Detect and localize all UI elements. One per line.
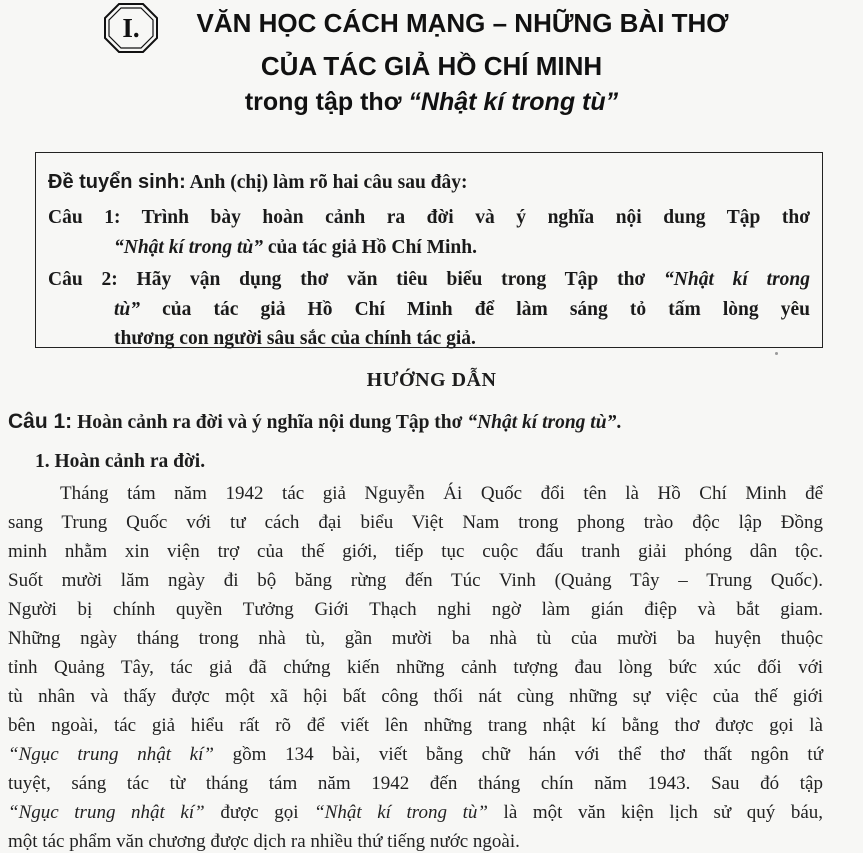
question-1-line2: “Nhật kí trong tù” của tác giả Hồ Chí Minh. xyxy=(114,237,477,258)
question-2-line3: thương con người sâu sắc của chính tác giả. xyxy=(114,328,476,349)
body-line: Suốt mười lăm ngày đi bộ băng rừng đến Túc Vinh (Quảng Tây – Trung Quốc). xyxy=(8,570,823,591)
body-line: tỉnh Quảng Tây, tác giả đã chứng kiến những cảnh tượng đau lòng bức xúc đối với xyxy=(8,657,823,678)
guide-heading: HƯỚNG DẪN xyxy=(366,369,497,391)
page-title-line1: VĂN HỌC CÁCH MẠNG – NHỮNG BÀI THƠ xyxy=(196,8,729,38)
body-line: tù nhân và thấy được một xã hội bất công thối nát cùng những sự việc của thế giới xyxy=(8,686,823,707)
page-title-line2: CỦA TÁC GIẢ HỒ CHÍ MINH xyxy=(260,51,603,81)
question-2-line1: Câu 2: Hãy vận dụng thơ văn tiêu biểu trong Tập thơ “Nhật kí trong xyxy=(48,269,810,290)
answer-1-heading: Câu 1: Hoàn cảnh ra đời và ý nghĩa nội dung Tập thơ “Nhật kí trong tù”. xyxy=(8,410,622,433)
body-line: minh nhằm xin viện trợ của thế giới, tiếp tục cuộc đấu tranh giải phóng dân tộc. xyxy=(8,541,823,562)
body-line: “Ngục trung nhật kí” được gọi “Nhật kí trong tù” là một văn kiện lịch sử quý báu, xyxy=(8,802,824,823)
body-line: “Ngục trung nhật kí” gồm 134 bài, viết bằng chữ hán với thể thơ thất ngôn tứ xyxy=(8,744,823,765)
question-2-line2: tù” của tác giả Hồ Chí Minh để làm sáng tỏ tấm lòng yêu xyxy=(114,299,810,320)
body-line: bên ngoài, tác giả hiểu rất rõ để viết lên những trang nhật kí bằng thơ được gọi là xyxy=(8,715,823,736)
body-line: Người bị chính quyền Tưởng Giới Thạch nghi ngờ làm gián điệp và bắt giam. xyxy=(8,599,823,620)
exam-intro: Đề tuyển sinh: Anh (chị) làm rõ hai câu sau đây: xyxy=(48,171,468,193)
body-line: một tác phẩm văn chương được dịch ra nhiều thứ tiếng nước ngoài. xyxy=(8,831,520,852)
page-title-line3: trong tập thơ “Nhật kí trong tù” xyxy=(244,88,619,116)
body-line: sang Trung Quốc với tư cách đại biểu Việt Nam trong phong trào độc lập Đồng xyxy=(8,512,823,533)
section-number: I. xyxy=(122,12,140,43)
question-1-line1: Câu 1: Trình bày hoàn cảnh ra đời và ý nghĩa nội dung Tập thơ xyxy=(48,207,810,228)
body-line: tuyệt, sáng tác từ tháng tám năm 1942 đến tháng chín năm 1943. Sau đó tập xyxy=(8,773,823,794)
body-line: Những ngày tháng trong nhà tù, gần mười ba nhà tù của mười ba huyện thuộc xyxy=(8,628,823,649)
exam-label: Đề tuyển sinh: xyxy=(48,171,186,193)
subsection-heading: 1. Hoàn cảnh ra đời. xyxy=(35,451,206,472)
speck xyxy=(775,352,778,355)
body-line: Tháng tám năm 1942 tác giả Nguyễn Ái Quốc đổi tên là Hồ Chí Minh để xyxy=(60,483,823,504)
